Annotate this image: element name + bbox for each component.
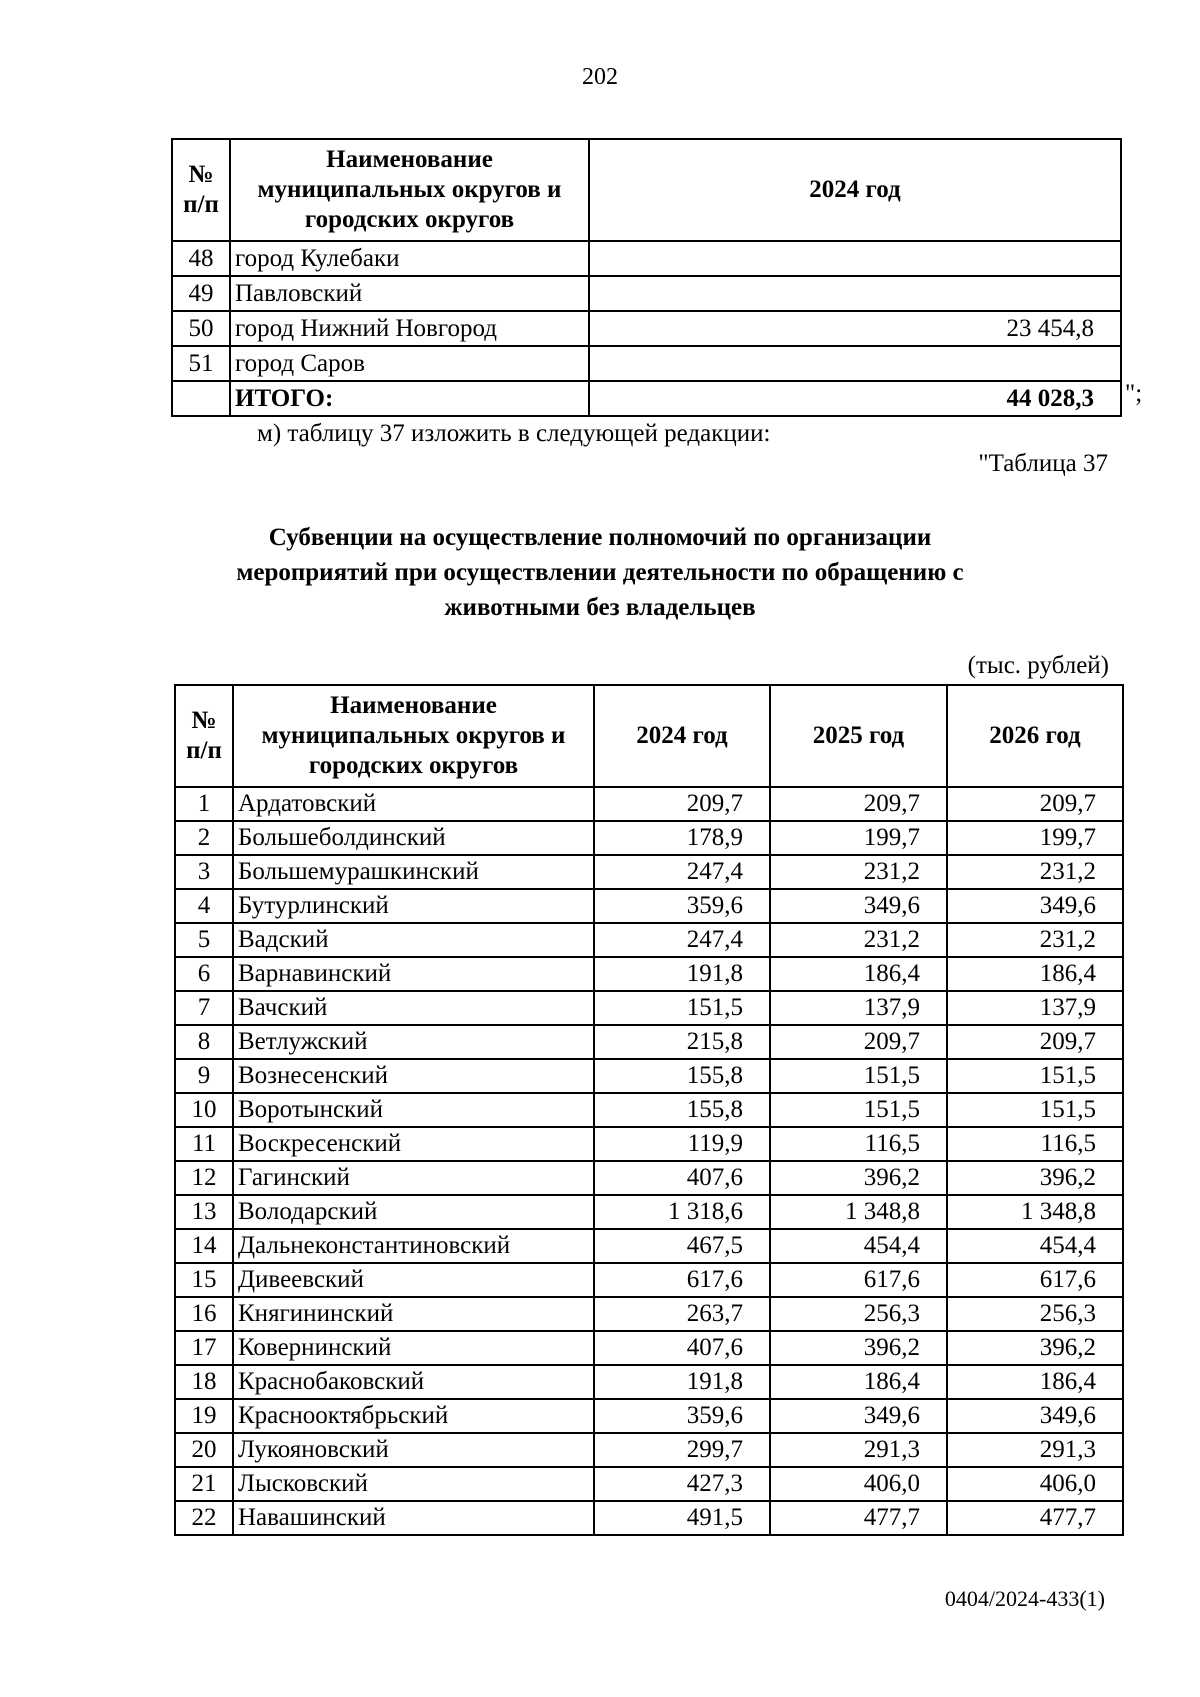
main-table (174, 684, 1124, 1536)
row-value-2024: 119,9 (594, 1127, 770, 1161)
table-reference: "Таблица 37 (978, 450, 1108, 477)
row-value-2026: 1 348,8 (947, 1195, 1123, 1229)
row-value-2025: 137,9 (770, 991, 947, 1025)
table-row (175, 1195, 1123, 1229)
row-value-2026: 231,2 (947, 923, 1123, 957)
row-value-2024: 427,3 (594, 1467, 770, 1501)
row-value-2024: 191,8 (594, 1365, 770, 1399)
row-value-2024: 178,9 (594, 821, 770, 855)
row-value-2026: 396,2 (947, 1161, 1123, 1195)
row-value-2026: 137,9 (947, 991, 1123, 1025)
row-name: Княгининский (233, 1297, 594, 1331)
page-number: 202 (582, 64, 618, 90)
table-row (175, 787, 1123, 821)
row-name: Бутурлинский (233, 889, 594, 923)
header-name: Наименование муниципальных округов и городских округов (230, 139, 589, 241)
row-value-2025: 209,7 (770, 787, 947, 821)
table-row (175, 1059, 1123, 1093)
table-row (175, 1467, 1123, 1501)
row-num: 22 (175, 1501, 233, 1535)
row-num: 9 (175, 1059, 233, 1093)
header-2025: 2025 год (770, 685, 947, 787)
row-value-2024: 407,6 (594, 1331, 770, 1365)
row-name: Краснооктябрьский (233, 1399, 594, 1433)
row-name: Варнавинский (233, 957, 594, 991)
unit-label: (тыс. рублей) (967, 652, 1109, 679)
row-value-2025: 349,6 (770, 1399, 947, 1433)
row-value-2026: 291,3 (947, 1433, 1123, 1467)
table-row (172, 241, 1121, 276)
row-name: Гагинский (233, 1161, 594, 1195)
row-num: 19 (175, 1399, 233, 1433)
row-name: Лукояновский (233, 1433, 594, 1467)
row-value-2026: 396,2 (947, 1331, 1123, 1365)
row-num: 8 (175, 1025, 233, 1059)
row-value-2025: 231,2 (770, 855, 947, 889)
row-value-2025: 396,2 (770, 1331, 947, 1365)
row-num: 50 (172, 311, 230, 346)
row-value-2026: 406,0 (947, 1467, 1123, 1501)
row-name: Навашинский (233, 1501, 594, 1535)
row-name: Вознесенский (233, 1059, 594, 1093)
row-name: Вачский (233, 991, 594, 1025)
row-value-2024: 247,4 (594, 923, 770, 957)
row-num: 14 (175, 1229, 233, 1263)
table-row (175, 821, 1123, 855)
row-num: 48 (172, 241, 230, 276)
row-value-2024: 491,5 (594, 1501, 770, 1535)
row-num: 12 (175, 1161, 233, 1195)
table-row (175, 889, 1123, 923)
row-name: Дальнеконстантиновский (233, 1229, 594, 1263)
row-value-2024: 155,8 (594, 1059, 770, 1093)
row-num: 21 (175, 1467, 233, 1501)
instruction-text: м) таблицу 37 изложить в следующей редакции: (257, 420, 771, 447)
row-num: 11 (175, 1127, 233, 1161)
row-value-2026: 477,7 (947, 1501, 1123, 1535)
row-value-2026: 454,4 (947, 1229, 1123, 1263)
document-id: 0404/2024-433(1) (944, 1586, 1105, 1611)
row-num: 16 (175, 1297, 233, 1331)
table-row (175, 855, 1123, 889)
total-row (172, 381, 1121, 416)
row-value-2026: 231,2 (947, 855, 1123, 889)
row-value-2024: 23 454,8 (589, 311, 1121, 346)
row-value-2026: 256,3 (947, 1297, 1123, 1331)
row-value-2024: 359,6 (594, 889, 770, 923)
total-value-2024: 44 028,3 (589, 381, 1121, 416)
row-num: 18 (175, 1365, 233, 1399)
row-value-2024 (589, 241, 1121, 276)
row-num: 2 (175, 821, 233, 855)
row-num: 20 (175, 1433, 233, 1467)
row-value-2024: 1 318,6 (594, 1195, 770, 1229)
table-row (175, 1433, 1123, 1467)
row-value-2026: 209,7 (947, 787, 1123, 821)
row-name: Воротынский (233, 1093, 594, 1127)
row-num: 15 (175, 1263, 233, 1297)
row-value-2024: 155,8 (594, 1093, 770, 1127)
row-value-2025: 454,4 (770, 1229, 947, 1263)
row-value-2024: 263,7 (594, 1297, 770, 1331)
top-table-header-row (172, 139, 1121, 241)
row-value-2024: 359,6 (594, 1399, 770, 1433)
row-value-2024: 467,5 (594, 1229, 770, 1263)
row-name: город Нижний Новгород (230, 311, 589, 346)
row-value-2025: 151,5 (770, 1093, 947, 1127)
row-name: город Кулебаки (230, 241, 589, 276)
row-name: Ардатовский (233, 787, 594, 821)
row-name: Краснобаковский (233, 1365, 594, 1399)
row-name: Воскресенский (233, 1127, 594, 1161)
row-value-2025: 116,5 (770, 1127, 947, 1161)
top-table (171, 138, 1122, 417)
row-name: Вадский (233, 923, 594, 957)
row-value-2025: 291,3 (770, 1433, 947, 1467)
row-value-2026: 151,5 (947, 1059, 1123, 1093)
table-row (175, 1365, 1123, 1399)
main-table-header-row (175, 685, 1123, 787)
row-name: Ветлужский (233, 1025, 594, 1059)
row-name: Большеболдинский (233, 821, 594, 855)
row-value-2025: 617,6 (770, 1263, 947, 1297)
row-value-2025: 256,3 (770, 1297, 947, 1331)
row-num: 49 (172, 276, 230, 311)
table-row (175, 1093, 1123, 1127)
table-title: Субвенции на осуществление полномочий по организации мероприятий при осуществлении деятельности по обращению с животными без владельцев (236, 524, 964, 621)
row-value-2024 (589, 346, 1121, 381)
header-2026: 2026 год (947, 685, 1123, 787)
row-value-2024: 209,7 (594, 787, 770, 821)
row-num: 7 (175, 991, 233, 1025)
row-value-2025: 349,6 (770, 889, 947, 923)
row-value-2024: 247,4 (594, 855, 770, 889)
closing-quote-mark: "; (1125, 380, 1143, 407)
header-2024: 2024 год (594, 685, 770, 787)
table-row (172, 276, 1121, 311)
row-value-2026: 617,6 (947, 1263, 1123, 1297)
header-2024: 2024 год (589, 139, 1121, 241)
row-value-2025: 406,0 (770, 1467, 947, 1501)
row-value-2024: 215,8 (594, 1025, 770, 1059)
row-name: Большемурашкинский (233, 855, 594, 889)
row-value-2024: 151,5 (594, 991, 770, 1025)
row-value-2025: 186,4 (770, 957, 947, 991)
row-value-2024: 617,6 (594, 1263, 770, 1297)
row-value-2025: 1 348,8 (770, 1195, 947, 1229)
row-value-2025: 477,7 (770, 1501, 947, 1535)
row-num: 1 (175, 787, 233, 821)
row-value-2025: 231,2 (770, 923, 947, 957)
row-value-2026: 349,6 (947, 1399, 1123, 1433)
row-value-2026: 151,5 (947, 1093, 1123, 1127)
row-name: Ковернинский (233, 1331, 594, 1365)
table-row (175, 1229, 1123, 1263)
table-row (175, 1127, 1123, 1161)
table-row (175, 1399, 1123, 1433)
row-value-2026: 209,7 (947, 1025, 1123, 1059)
table-row (175, 923, 1123, 957)
row-name: Лысковский (233, 1467, 594, 1501)
table-row (172, 346, 1121, 381)
header-num: № п/п (172, 139, 230, 241)
table-row (175, 1501, 1123, 1535)
row-value-2026: 349,6 (947, 889, 1123, 923)
row-value-2025: 199,7 (770, 821, 947, 855)
row-value-2026: 116,5 (947, 1127, 1123, 1161)
row-value-2026: 186,4 (947, 957, 1123, 991)
row-value-2026: 186,4 (947, 1365, 1123, 1399)
row-value-2025: 186,4 (770, 1365, 947, 1399)
table-row (175, 1263, 1123, 1297)
row-num: 3 (175, 855, 233, 889)
header-name: Наименование муниципальных округов и городских округов (233, 685, 594, 787)
table-row (175, 1331, 1123, 1365)
row-value-2026: 199,7 (947, 821, 1123, 855)
row-value-2024 (589, 276, 1121, 311)
total-label: ИТОГО: (230, 381, 589, 416)
row-value-2024: 191,8 (594, 957, 770, 991)
row-name: Дивеевский (233, 1263, 594, 1297)
row-value-2024: 407,6 (594, 1161, 770, 1195)
table-row (175, 1025, 1123, 1059)
table-row (175, 991, 1123, 1025)
table-row (172, 311, 1121, 346)
row-value-2025: 151,5 (770, 1059, 947, 1093)
total-num-cell (172, 381, 230, 416)
row-num: 10 (175, 1093, 233, 1127)
row-num: 5 (175, 923, 233, 957)
row-num: 4 (175, 889, 233, 923)
row-value-2025: 396,2 (770, 1161, 947, 1195)
row-num: 6 (175, 957, 233, 991)
table-row (175, 1161, 1123, 1195)
table-row (175, 1297, 1123, 1331)
row-value-2025: 209,7 (770, 1025, 947, 1059)
header-num: № п/п (175, 685, 233, 787)
row-name: Павловский (230, 276, 589, 311)
row-name: город Саров (230, 346, 589, 381)
row-num: 13 (175, 1195, 233, 1229)
table-row (175, 957, 1123, 991)
row-value-2024: 299,7 (594, 1433, 770, 1467)
row-num: 51 (172, 346, 230, 381)
row-name: Володарский (233, 1195, 594, 1229)
row-num: 17 (175, 1331, 233, 1365)
